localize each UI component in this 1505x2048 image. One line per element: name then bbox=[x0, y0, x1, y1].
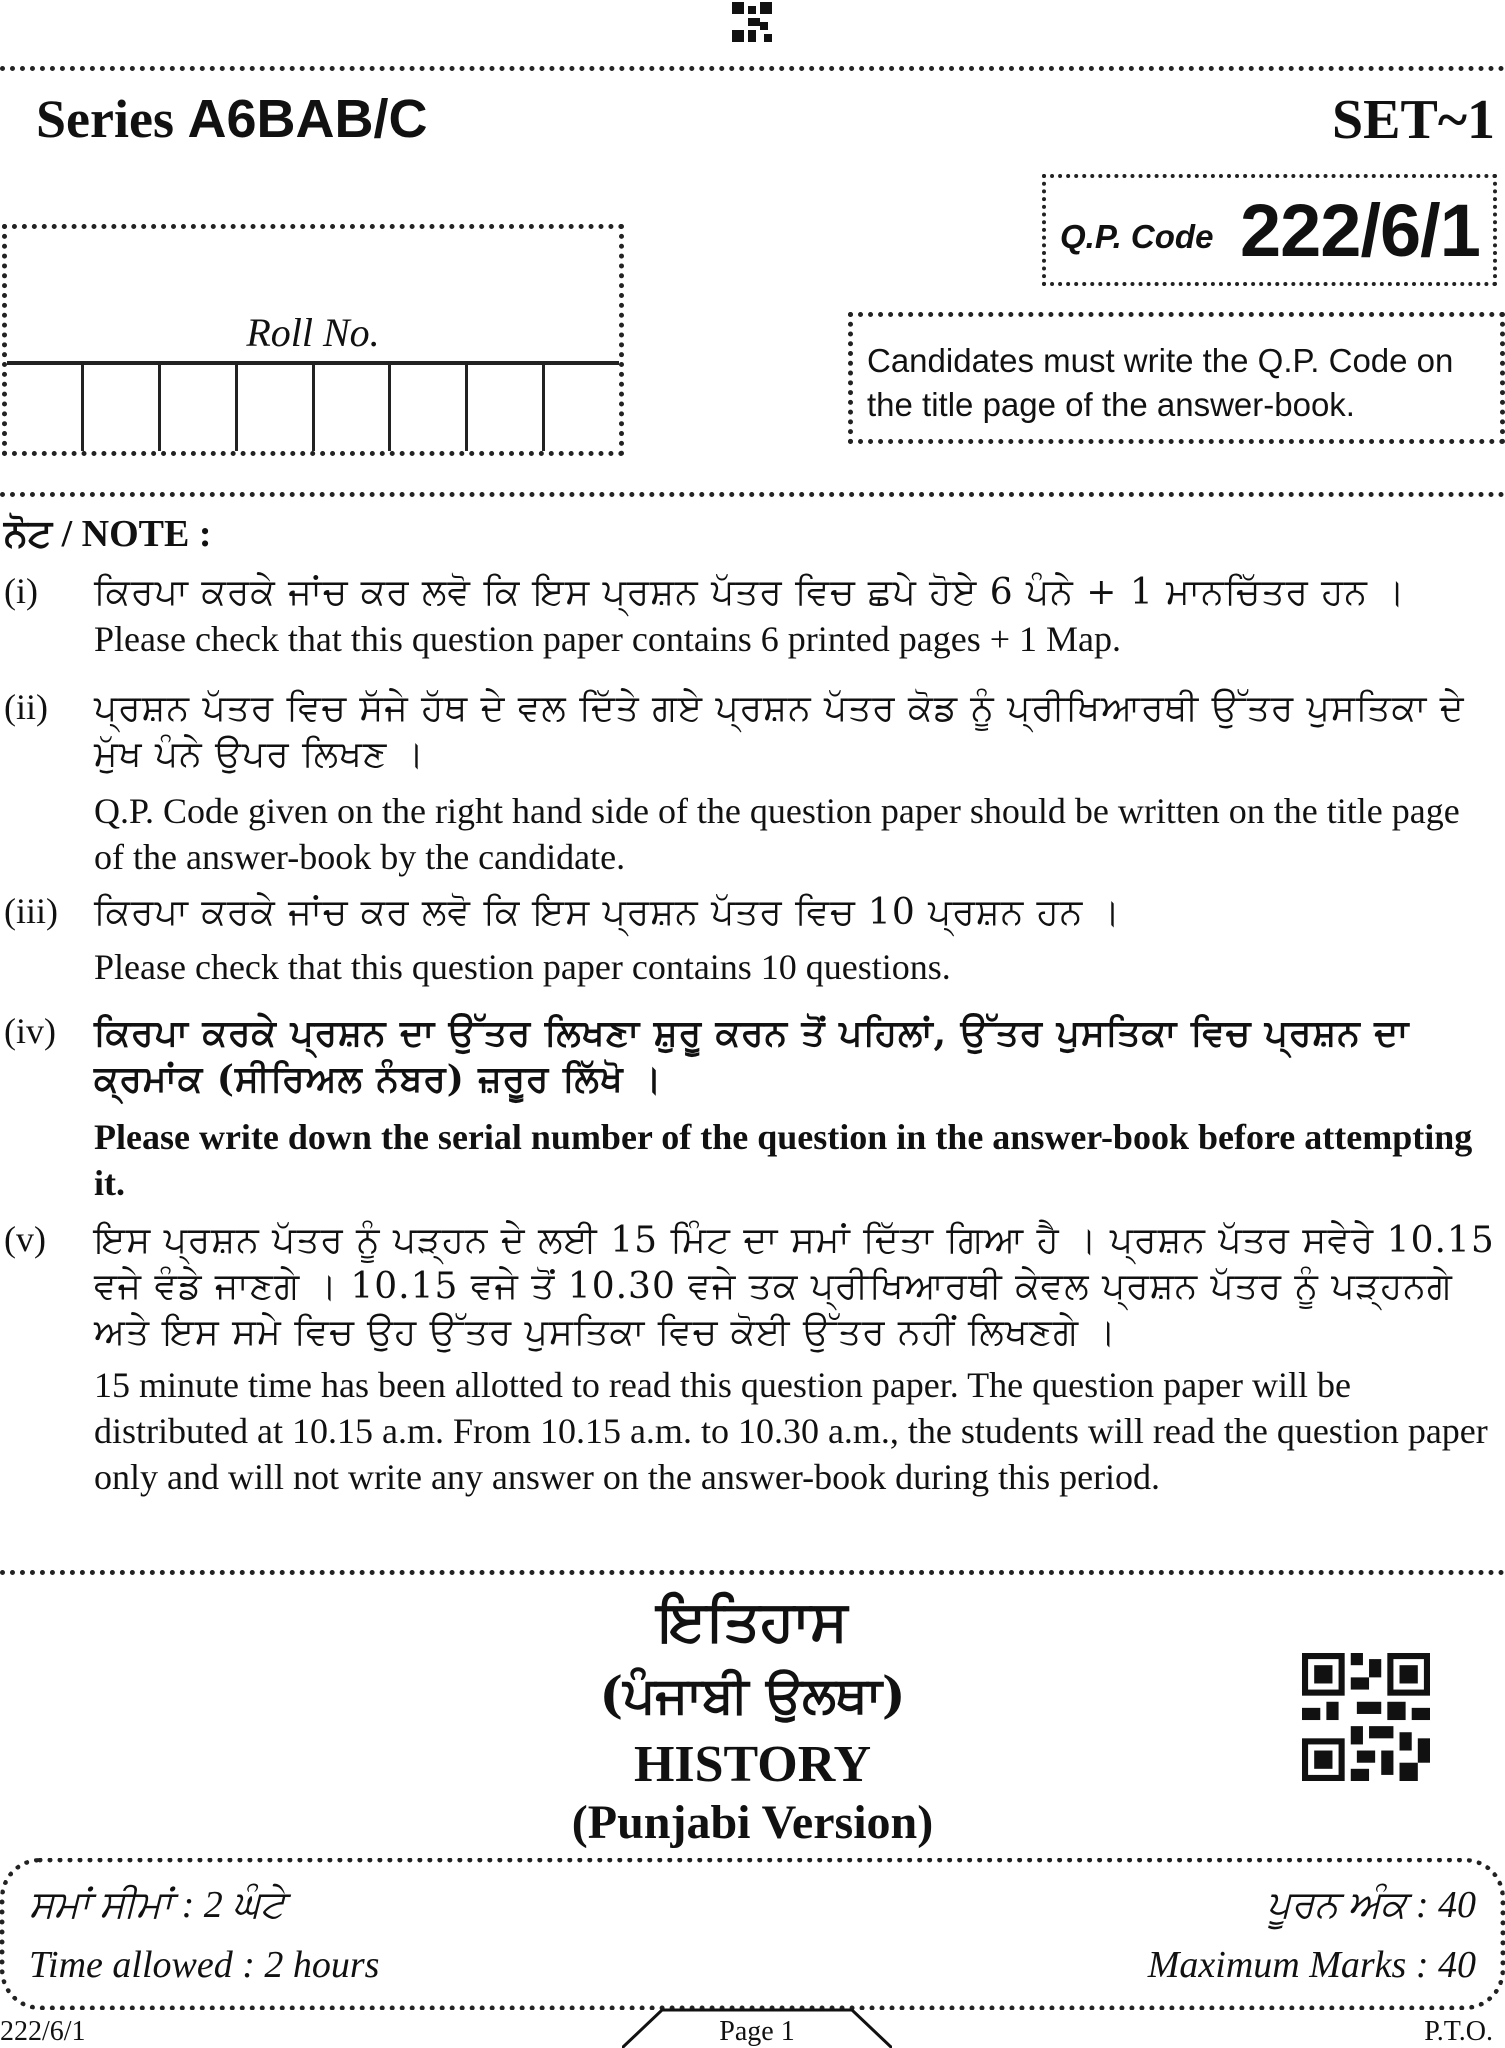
note-text-punjabi: ਪ੍ਰਸ਼ਨ ਪੱਤਰ ਵਿਚ ਸੱਜੇ ਹੱਥ ਦੇ ਵਲ ਦਿੱਤੇ ਗਏ ਪ੍ਰਸ਼ਨ ਪੱਤਰ ਕੋਡ ਨੂੰ ਪ੍ਰੀਖਿਆਰਥੀ ਉੱਤਰ ਪੁਸਤਿਕਾ ਦੇ ਮੁੱਖ ਪੰਨੇ ਉਪਰ ਲਿਖਣ । bbox=[94, 688, 1465, 775]
note-number: (i) bbox=[4, 571, 38, 611]
max-marks-english: Maximum Marks : 40 bbox=[1147, 1944, 1476, 1986]
time-marks-box bbox=[0, 1858, 1505, 2010]
note-number: (iii) bbox=[4, 891, 58, 931]
subject-divider bbox=[0, 1570, 1505, 1575]
candidate-instruction-text: Candidates must write the Q.P. Code on the title page of the answer-book. bbox=[867, 342, 1454, 423]
roll-cell[interactable] bbox=[391, 365, 468, 451]
roll-cell[interactable] bbox=[238, 365, 315, 451]
top-divider bbox=[0, 66, 1505, 71]
note-number: (ii) bbox=[4, 687, 48, 727]
note-heading: ਨੋਟ / NOTE : bbox=[4, 513, 212, 555]
roll-cell[interactable] bbox=[315, 365, 392, 451]
note-text-english: 15 minute time has been allotted to read this question paper. The question paper will be distributed at 10.15 a.m. From 10.15 a.m. to 10.30 a.m., the students will read the question paper only and will not write any answer on the answer-book during this period. bbox=[94, 1365, 1488, 1497]
candidate-instruction-box bbox=[848, 312, 1505, 444]
series-label: Series A6BAB/C bbox=[36, 89, 428, 149]
roll-cell[interactable] bbox=[468, 365, 545, 451]
note-number: (iv) bbox=[4, 1011, 56, 1051]
note-text-english: Please write down the serial number of the question in the answer-book before attempting it. bbox=[94, 1117, 1473, 1203]
qp-code-box bbox=[1042, 174, 1497, 286]
roll-label: Roll No. bbox=[246, 310, 380, 355]
subject-title-punjabi: ਇਤਿਹਾਸ bbox=[657, 1588, 848, 1654]
note-divider bbox=[0, 492, 1505, 497]
note-text-english: Q.P. Code given on the right hand side of the question paper should be written on the title page of the answer-book by the candidate. bbox=[94, 791, 1460, 877]
subject-subtitle-punjabi: (ਪੰਜਾਬੀ ਉਲਥਾ) bbox=[599, 1665, 906, 1724]
subject-subtitle-english: (Punjabi Version) bbox=[571, 1796, 934, 1849]
note-text-punjabi: ਕਿਰਪਾ ਕਰਕੇ ਜਾਂਚ ਕਰ ਲਵੋ ਕਿ ਇਸ ਪ੍ਰਸ਼ਨ ਪੱਤਰ ਵਿਚ ਛਪੇ ਹੋਏ 6 ਪੰਨੇ + 1 ਮਾਨਚਿੱਤਰ ਹਨ । bbox=[94, 572, 1406, 613]
page-number: Page 1 bbox=[719, 2016, 795, 2047]
footer-pto: P.T.O. bbox=[1424, 2016, 1493, 2047]
max-marks-punjabi: ਪੂਰਨ ਅੰਕ : 40 bbox=[1266, 1884, 1476, 1926]
note-text-english: Please check that this question paper contains 10 questions. bbox=[94, 947, 951, 987]
set-label: SET~1 bbox=[1332, 89, 1495, 151]
time-allowed-punjabi: ਸਮਾਂ ਸੀਮਾਂ : 2 ਘੰਟੇ bbox=[29, 1884, 285, 1926]
time-allowed-english: Time allowed : 2 hours bbox=[29, 1944, 380, 1986]
roll-cell[interactable] bbox=[545, 365, 619, 451]
note-text-punjabi: ਇਸ ਪ੍ਰਸ਼ਨ ਪੱਤਰ ਨੂੰ ਪੜ੍ਹਨ ਦੇ ਲਈ 15 ਮਿੰਟ ਦਾ ਸਮਾਂ ਦਿੱਤਾ ਗਿਆ ਹੈ । ਪ੍ਰਸ਼ਨ ਪੱਤਰ ਸਵੇਰੇ 10.15 ਵਜੇ ਵੰਡੇ ਜਾਣਗੇ । 10.15 ਵਜੇ ਤੋਂ 10.30 ਵਜੇ ਤਕ ਪ੍ਰੀਖਿਆਰਥੀ ਕੇਵਲ ਪ੍ਰਸ਼ਨ ਪੱਤਰ ਨੂੰ ਪੜ੍ਹਨਗੇ ਅਤੇ ਇਸ ਸਮੇ ਵਿਚ ਉਹ ਉੱਤਰ ਪੁਸਤਿਕਾ ਵਿਚ ਕੋਈ ਉੱਤਰ ਨਹੀਂ ਲਿਖਣਗੇ । bbox=[94, 1220, 1495, 1353]
roll-number-cells bbox=[7, 361, 619, 451]
roll-cell[interactable] bbox=[161, 365, 238, 451]
series-code: A6BAB/C bbox=[187, 89, 428, 149]
note-text-english: Please check that this question paper contains 6 printed pages + 1 Map. bbox=[94, 619, 1122, 659]
note-text-punjabi: ਕਿਰਪਾ ਕਰਕੇ ਪ੍ਰਸ਼ਨ ਦਾ ਉੱਤਰ ਲਿਖਣਾ ਸ਼ੁਰੂ ਕਰਨ ਤੋਂ ਪਹਿਲਾਂ, ਉੱਤਰ ਪੁਸਤਿਕਾ ਵਿਚ ਪ੍ਰਸ਼ਨ ਦਾ ਕ੍ਰਮਾਂਕ (ਸੀਰਿਅਲ ਨੰਬਰ) ਜ਼ਰੂਰ ਲਿੱਖੋ । bbox=[94, 1012, 1410, 1100]
roll-number-box bbox=[2, 224, 624, 456]
roll-cell[interactable] bbox=[84, 365, 161, 451]
qr-code-small-icon bbox=[730, 2, 774, 42]
qp-code-value: 222/6/1 bbox=[1240, 189, 1480, 272]
roll-cell[interactable] bbox=[7, 365, 84, 451]
footer-code: 222/6/1 bbox=[0, 2016, 86, 2047]
subject-title-english: HISTORY bbox=[633, 1736, 872, 1793]
note-text-punjabi: ਕਿਰਪਾ ਕਰਕੇ ਜਾਂਚ ਕਰ ਲਵੋ ਕਿ ਇਸ ਪ੍ਰਸ਼ਨ ਪੱਤਰ ਵਿਚ 10 ਪ੍ਰਸ਼ਨ ਹਨ । bbox=[94, 892, 1121, 933]
qp-code-label: Q.P. Code bbox=[1060, 218, 1214, 255]
note-number: (v) bbox=[4, 1219, 46, 1259]
qr-code-icon bbox=[1300, 1653, 1432, 1781]
